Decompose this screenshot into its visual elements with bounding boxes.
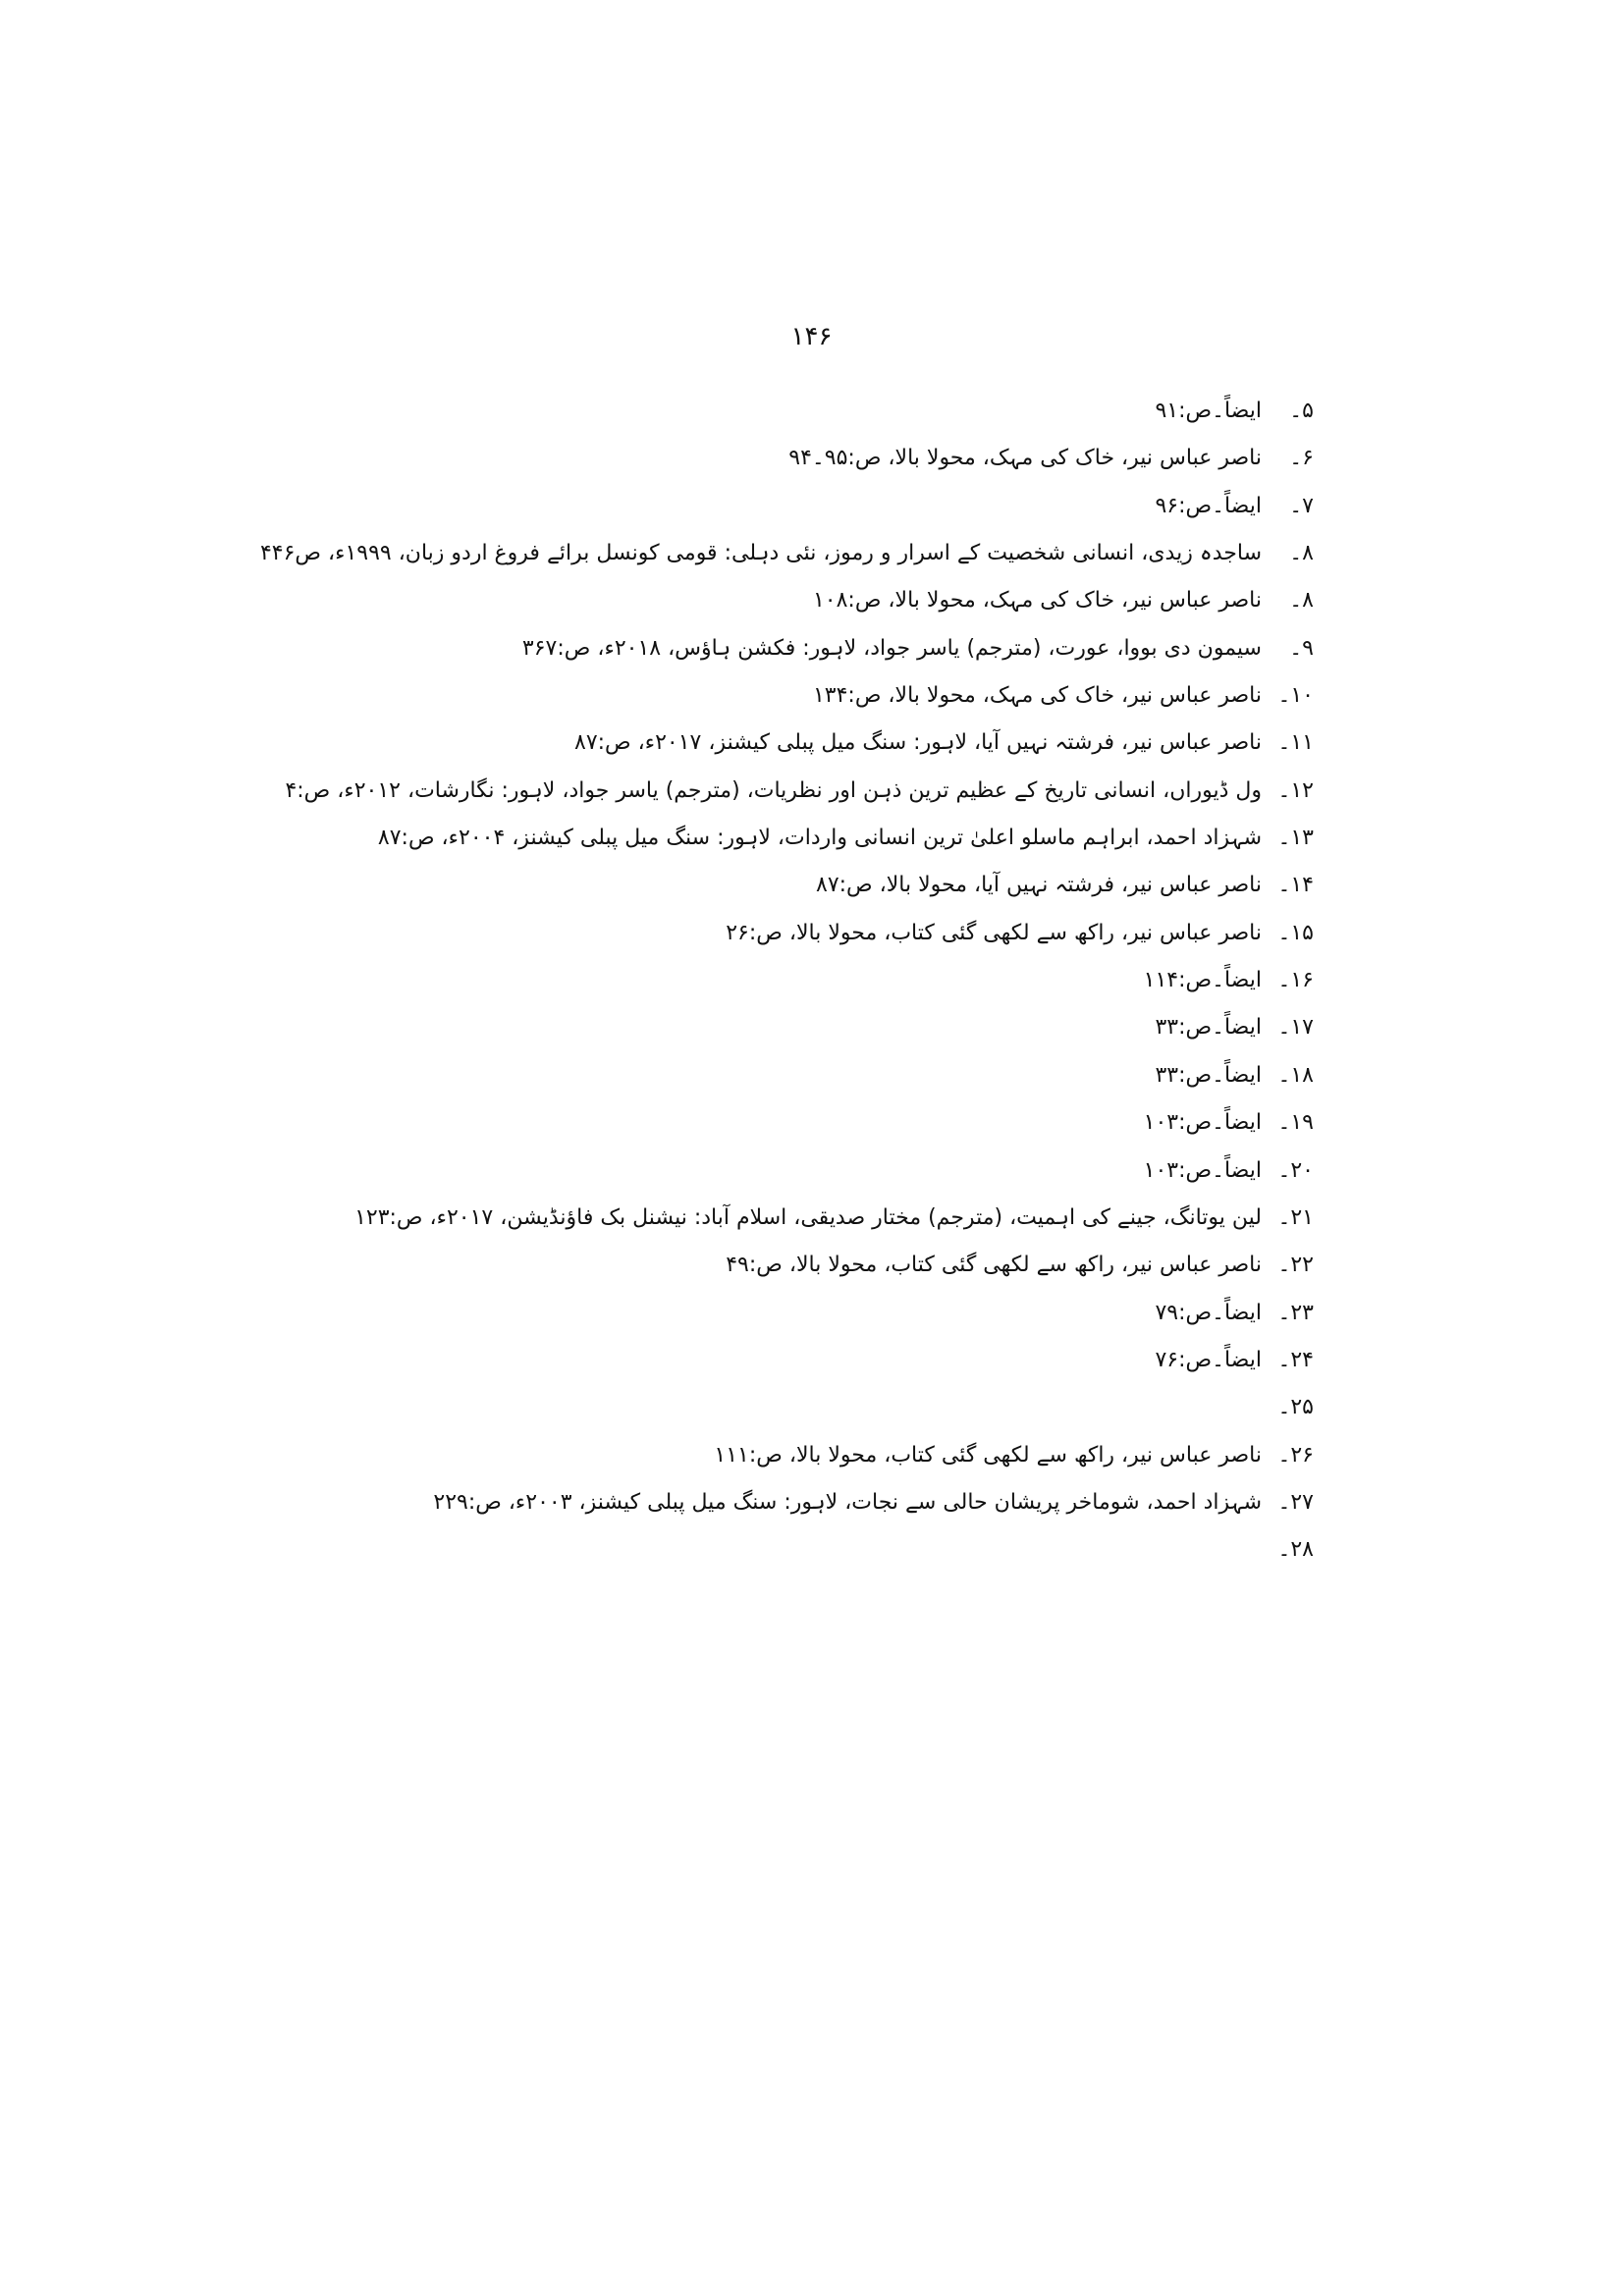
footnote-text: ایضاً۔ص:۱۱۴ xyxy=(1143,968,1262,993)
footnote-text: ناصر عباس نیر، راکھ سے لکھی گئی کتاب، محولا بالا، ص:۴۹ xyxy=(726,1253,1262,1278)
footnote xyxy=(77,483,1314,530)
footnote xyxy=(77,625,1314,672)
footnote xyxy=(77,1052,1314,1099)
footnote xyxy=(77,768,1314,815)
footnote-text: ایضاً۔ص:۱۰۳ xyxy=(1143,1110,1262,1136)
footnote-number: ۷۔ xyxy=(1289,493,1314,518)
footnote xyxy=(77,1099,1314,1147)
footnote-text: ایضاً۔ص:۱۰۳ xyxy=(1143,1157,1262,1183)
footnote-number: ۲۵۔ xyxy=(1277,1395,1314,1420)
footnote-number: ۲۶۔ xyxy=(1277,1442,1314,1468)
footnote xyxy=(77,1384,1314,1431)
footnote xyxy=(77,1432,1314,1479)
footnote-text: ایضاً۔ص:۷۶ xyxy=(1155,1347,1262,1372)
footnote-text: ناصر عباس نیر، راکھ سے لکھی گئی کتاب، محولا بالا، ص:۲۶ xyxy=(726,920,1262,945)
footnote xyxy=(77,1575,1314,1622)
footnote-text: شہزاد احمد، ابراہم ماسلو اعلیٰ ترین انسانی واردات، لاہور: سنگ میل پبلی کیشنز، ۲۰۰۴ء، ص:۸۷ xyxy=(377,826,1262,851)
footnote-number: ۱۲۔ xyxy=(1277,777,1314,803)
footnote-number: ۱۶۔ xyxy=(1277,968,1314,993)
footnote-text: ایضاً۔ص:۹۱ xyxy=(1155,399,1262,423)
footnote-number: ۲۸۔ xyxy=(1277,1537,1314,1563)
footnote xyxy=(77,1242,1314,1289)
footnote-number: ۲۷۔ xyxy=(1277,1489,1314,1515)
footnote xyxy=(77,672,1314,720)
footnote-number: ۲۴۔ xyxy=(1277,1347,1314,1372)
footnote-text: شہزاد احمد، شوماخر پریشان حالی سے نجات، لاہور: سنگ میل پبلی کیشنز، ۲۰۰۳ء، ص:۲۲۹ xyxy=(433,1489,1262,1515)
footnote-number: ۲۱۔ xyxy=(1277,1204,1314,1230)
footnote-text: سیمون دی بووا، عورت، (مترجم) یاسر جواد، لاہور: فکشن ہاؤس، ۲۰۱۸ء، ص:۳۶۷ xyxy=(521,635,1262,661)
footnote-text: ول ڈیوراں، انسانی تاریخ کے عظیم ترین ذہن اور نظریات، (مترجم) یاسر جواد، لاہور: نگارشات، ۲۰۱۲ء، ص:۴ xyxy=(285,777,1262,803)
footnote-text: ایضاً۔ص:۹۶ xyxy=(1155,493,1262,518)
footnote-text: ناصر عباس نیر، خاک کی مہک، محولا بالا، ص:۹۵۔۹۴ xyxy=(788,446,1262,471)
footnote-number: ۱۸۔ xyxy=(1277,1062,1314,1088)
footnote-number: ۱۹۔ xyxy=(1277,1110,1314,1136)
footnote-number: ۱۵۔ xyxy=(1277,920,1314,945)
footnote xyxy=(77,1622,1314,1669)
footnote xyxy=(77,862,1314,909)
footnote-number: ۸۔ xyxy=(1289,588,1314,614)
footnote xyxy=(77,530,1314,577)
footnote xyxy=(77,1195,1314,1242)
footnote-text: ساجدہ زیدی، انسانی شخصیت کے اسرار و رموز، نئی دہلی: قومی کونسل برائے فروغ اردو زبان، ۱۹۹۹ء، ص۴۴۶ xyxy=(259,541,1262,566)
footnote-text: لین یوتانگ، جینے کی اہمیت، (مترجم) مختار صدیقی، اسلام آباد: نیشنل بک فاؤنڈیشن، ۲۰۱۷ء، ص:۱۲۳ xyxy=(354,1204,1262,1230)
footnote xyxy=(77,577,1314,624)
footnote-number: ۱۴۔ xyxy=(1277,873,1314,898)
footnote xyxy=(77,815,1314,862)
footnote-text: ناصر عباس نیر، راکھ سے لکھی گئی کتاب، محولا بالا، ص:۱۱۱ xyxy=(714,1442,1262,1468)
footnote-text: ناصر عباس نیر، خاک کی مہک، محولا بالا، ص:۱۳۴ xyxy=(812,683,1262,709)
footnote-number: ۹۔ xyxy=(1289,635,1314,661)
footnote xyxy=(77,1337,1314,1384)
footnote-number: ۲۲۔ xyxy=(1277,1253,1314,1278)
footnote-number: ۱۱۔ xyxy=(1277,730,1314,756)
footnote-text: ناصر عباس نیر، فرشتہ نہیں آیا، لاہور: سنگ میل پبلی کیشنز، ۲۰۱۷ء، ص:۸۷ xyxy=(574,730,1262,756)
footnote-text: ناصر عباس نیر، فرشتہ نہیں آیا، محولا بالا، ص:۸۷ xyxy=(816,873,1262,898)
footnote xyxy=(77,957,1314,1004)
footnote-text: ایضاً۔ص:۷۹ xyxy=(1155,1300,1262,1325)
footnote xyxy=(77,1004,1314,1051)
footnote-number: ۱۰۔ xyxy=(1277,683,1314,709)
footnote-number: ۶۔ xyxy=(1289,446,1314,471)
footnotes-list xyxy=(77,388,1314,1717)
footnote-text: ایضاً۔ص:۳۳ xyxy=(1155,1062,1262,1088)
footnote-text: ناصر عباس نیر، خاک کی مہک، محولا بالا، ص:۱۰۸ xyxy=(812,588,1262,614)
footnote xyxy=(77,1148,1314,1195)
footnote xyxy=(77,1290,1314,1337)
footnote xyxy=(77,388,1314,435)
footnote-number: ۲۰۔ xyxy=(1277,1157,1314,1183)
footnote-number: ۲۳۔ xyxy=(1277,1300,1314,1325)
page-number: ۱۴۶ xyxy=(790,322,833,351)
footnote xyxy=(77,910,1314,957)
footnote xyxy=(77,1479,1314,1526)
footnote-number: ۱۳۔ xyxy=(1277,826,1314,851)
footnote xyxy=(77,435,1314,482)
footnote-number: ۸۔ xyxy=(1289,541,1314,566)
footnote xyxy=(77,1526,1314,1574)
footnote-text: ایضاً۔ص:۳۳ xyxy=(1155,1015,1262,1041)
footnote-number: ۱۷۔ xyxy=(1277,1015,1314,1041)
footnote xyxy=(77,720,1314,767)
footnote-number: ۵۔ xyxy=(1289,399,1314,423)
footnote xyxy=(77,1669,1314,1716)
